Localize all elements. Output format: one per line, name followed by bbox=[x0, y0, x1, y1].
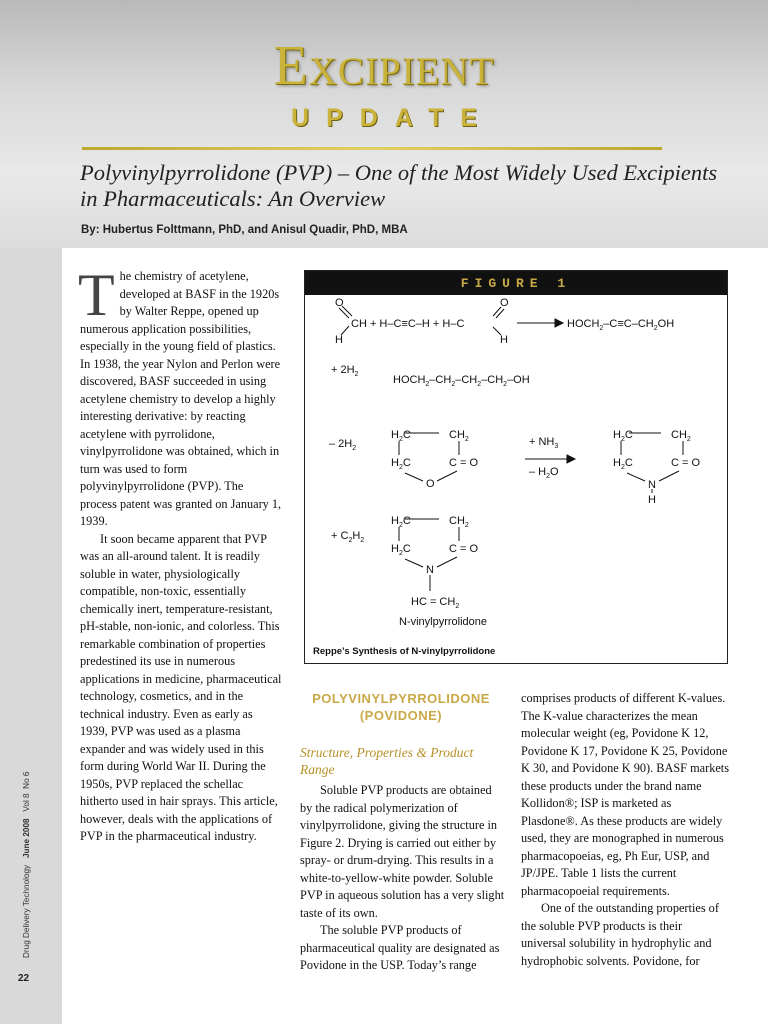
svg-text:C = O: C = O bbox=[449, 543, 479, 555]
svg-text:+ NH3: + $NH_3$ bbox=[529, 436, 559, 450]
svg-text:CH2: $CH_2$ bbox=[671, 429, 691, 443]
svg-text:H2C: $H_2C$ bbox=[391, 457, 411, 471]
svg-text:H: H bbox=[335, 334, 343, 346]
paragraph: The soluble PVP products of pharmaceutical quality are designated as Povidone in the USP. Today’s range bbox=[300, 923, 500, 972]
svg-text:N: N bbox=[426, 564, 434, 576]
reppe-synthesis-diagram bbox=[305, 295, 727, 635]
svg-text:N: N bbox=[648, 479, 656, 491]
figure-caption: Reppe’s Synthesis of N-vinylpyrrolidone bbox=[313, 646, 496, 657]
section-heading: POLYVINYLPYRROLIDONE (POVIDONE) bbox=[312, 691, 490, 723]
reaction-labels bbox=[329, 297, 700, 628]
issue-number: No 6 bbox=[22, 771, 31, 789]
svg-text:H2C: $H_2C$ bbox=[613, 429, 633, 443]
article-title: Polyvinylpyrrolidone (PVP) – One of the Most Widely Used Excipients in Pharmaceuticals: An Overview bbox=[80, 160, 718, 211]
svg-text:H2C: $H_2C$ bbox=[391, 543, 411, 557]
svg-text:– H2O: – $H_2O$ bbox=[529, 466, 559, 480]
column-2 bbox=[300, 782, 506, 975]
svg-text:C = O: C = O bbox=[449, 457, 479, 469]
svg-text:O: O bbox=[335, 297, 344, 309]
volume: Vol 8 bbox=[22, 793, 31, 812]
product-name: N-vinylpyrrolidone bbox=[399, 616, 488, 628]
svg-text:CH + H–C≡C–H + H–C: CH + H–C≡C–H + H–C bbox=[351, 318, 465, 330]
paragraph: he chemistry of acetylene, developed at BASF in the 1920s by Walter Reppe, opened up numerous application possibilities, especially in the young field of plastics. In 1938, the year Nylon and Perlon were discovered, BASF succeeded in using acetylene chemistry to develop a highly interesting derivative: by reacting acetylene with pyrrolidone, vinylpyrrolidone was obtained, which in turn was used to form polyvinylpyrrolidone (PVP). The process patent was granted on January 1, 1939. bbox=[80, 269, 282, 528]
svg-text:CH2: $CH_2$ bbox=[449, 515, 469, 529]
svg-text:HOCH2–CH2–CH2–CH2–OH: $HOCH_2-CH_2-CH_2-CH_2-OH$ bbox=[393, 374, 530, 388]
svg-text:O: O bbox=[500, 297, 509, 309]
svg-text:H2C: $H_2C$ bbox=[613, 457, 633, 471]
figure-1 bbox=[304, 270, 728, 664]
svg-text:HOCH2–C≡C–CH2OH: $HOCH_2-C\equiv C-CH_2OH$ bbox=[567, 318, 675, 332]
svg-text:HC = CH2: HC = $CH_2$ bbox=[411, 596, 460, 610]
svg-text:+ 2H2: + $2H_2$ bbox=[331, 364, 359, 378]
figure-label: FIGURE 1 bbox=[305, 271, 727, 295]
column-3 bbox=[521, 690, 729, 970]
left-margin-band bbox=[0, 248, 62, 1024]
paragraph: comprises products of different K-values. The K-value characterizes the mean molecular weight (eg, Povidone K 12, Povidone K 17, Povidone K 25, Povidone K 30, and Povidone K 90). BASF markets these products under the brand name Kollidon®; ISP is marketed as Plasdone®. As these products are widely used, they are monographed in numerous pharmacopoeias, eg, Ph Eur, USP, and JP/JPE. Table 1 lists the current pharmacopoeial requirements. bbox=[521, 691, 730, 898]
gold-rule bbox=[82, 147, 662, 150]
section-brand: Excipient bbox=[273, 35, 495, 97]
svg-text:H2C: $H_2C$ bbox=[391, 429, 411, 443]
svg-text:– 2H2: – $2H_2$ bbox=[329, 438, 357, 452]
paragraph: One of the outstanding properties of the soluble PVP products is their universal solubility in hydrophylic and hydrophobic solvents. Povidone, for bbox=[521, 901, 719, 968]
paragraph: Soluble PVP products are obtained by the radical polymerization of vinylpyrrolidone, giving the structure in Figure 2. Drying is carried out either by spray- or drum-drying. This results in a white-to-yellow-white powder. Soluble PVP in aqueous solution has a very slight taste of its own. bbox=[300, 783, 505, 920]
issue-date: June 2008 bbox=[22, 818, 31, 859]
drop-cap: T bbox=[78, 262, 115, 328]
svg-text:H: H bbox=[648, 494, 656, 506]
journal-name: Drug Delivery Technology bbox=[22, 864, 31, 958]
page-number: 22 bbox=[18, 973, 30, 984]
subsection-heading: Structure, Properties & Product Range bbox=[300, 745, 474, 777]
column-1 bbox=[78, 262, 283, 846]
svg-text:C = O: C = O bbox=[671, 457, 701, 469]
section-subbrand: UPDATE bbox=[291, 104, 494, 132]
running-footer bbox=[22, 772, 31, 958]
svg-text:O: O bbox=[426, 478, 435, 490]
svg-text:+ C2H2: + $C_2H_2$ bbox=[331, 530, 365, 544]
paragraph: It soon became apparent that PVP was an all-around talent. It is readily soluble in water, physiologically compatible, non-toxic, essentially chemically inert, temperature-resistant, pH-stable, non-ionic, and colorless. This remarkable combination of properties predestined its use in numerous applications in medicine, pharmaceutical technology, cosmetics, and in the technical industry. Even as early as 1939, PVP was used as a plasma expander and was widely used in this form during World War II. During the 1950s, PVP replaced the schellac hitherto used in hair sprays. This article, however, deals with the applications of PVP in the pharmaceutical industry. bbox=[80, 531, 282, 843]
svg-text:H: H bbox=[500, 334, 508, 346]
svg-text:CH2: $CH_2$ bbox=[449, 429, 469, 443]
svg-text:H2C: $H_2C$ bbox=[391, 515, 411, 529]
byline: By: Hubertus Folttmann, PhD, and Anisul Quadir, PhD, MBA bbox=[81, 224, 408, 236]
